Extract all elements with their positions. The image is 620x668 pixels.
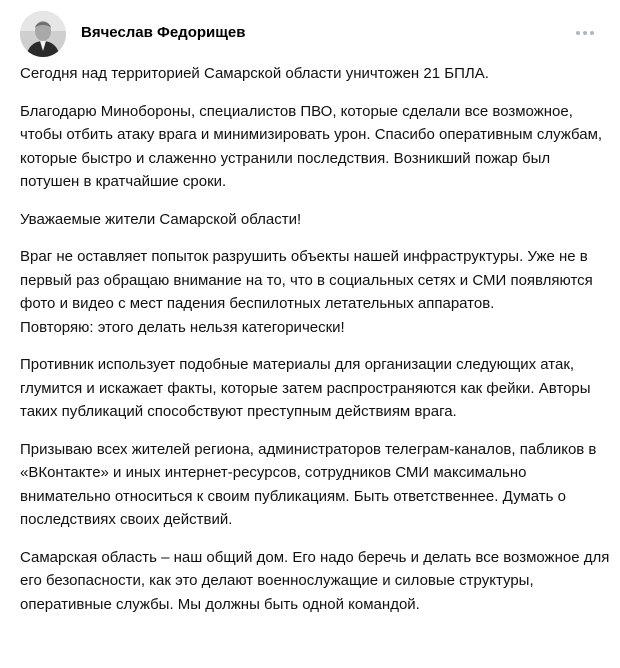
post-paragraph: Уважаемые жители Самарской области!	[20, 210, 302, 228]
post-paragraph: Сегодня над территорией Самарской области уничтожен 21 БПЛА.	[20, 65, 489, 82]
post-header	[20, 0, 600, 60]
avatar[interactable]	[20, 11, 66, 57]
post-paragraph: Призываю всех жителей региона, администраторов телеграм-каналов, пабликов в «ВКонтакте» и иных интернет-ресурсов, сотрудников СМИ максимально внимательно относиться к своим публикациям. Быть ответственнее. Думать о последствиях своих действий.	[20, 440, 597, 528]
post-paragraph: Противник использует подобные материалы для организации следующих атак, глумится и искажает факты, которые затем распространяются как фейки. Авторы таких публикаций способствуют преступным действиям врага.	[20, 356, 591, 420]
post-paragraph: Благодарю Минобороны, специалистов ПВО, которые сделали все возможное, чтобы отбить атаку врага и минимизировать урон. Спасибо оперативным службам, которые быстро и слаженно устранили последствия. Возникший пожар был потушен в кратчайшие сроки.	[20, 102, 603, 190]
avatar-photo	[20, 11, 66, 57]
more-horizontal-icon	[575, 30, 595, 36]
more-button[interactable]	[572, 22, 598, 44]
post-body	[20, 60, 610, 616]
post-paragraph: Самарская область – наш общий дом. Его надо беречь и делать все возможное для его безопасности, как это делают военнослужащие и силовые структуры, оперативные службы. Мы должны быть одной командой.	[20, 548, 610, 613]
author-name[interactable]: Вячеслав Федорищев	[81, 23, 246, 41]
post-paragraph: Враг не оставляет попыток разрушить объекты нашей инфраструктуры. Уже не в первый раз обращаю внимание на то, что в социальных сетях и СМИ появляются фото и видео с мест падения беспилотных летательных аппаратов. Повторяю: этого делать нельзя категорически!	[20, 248, 593, 336]
